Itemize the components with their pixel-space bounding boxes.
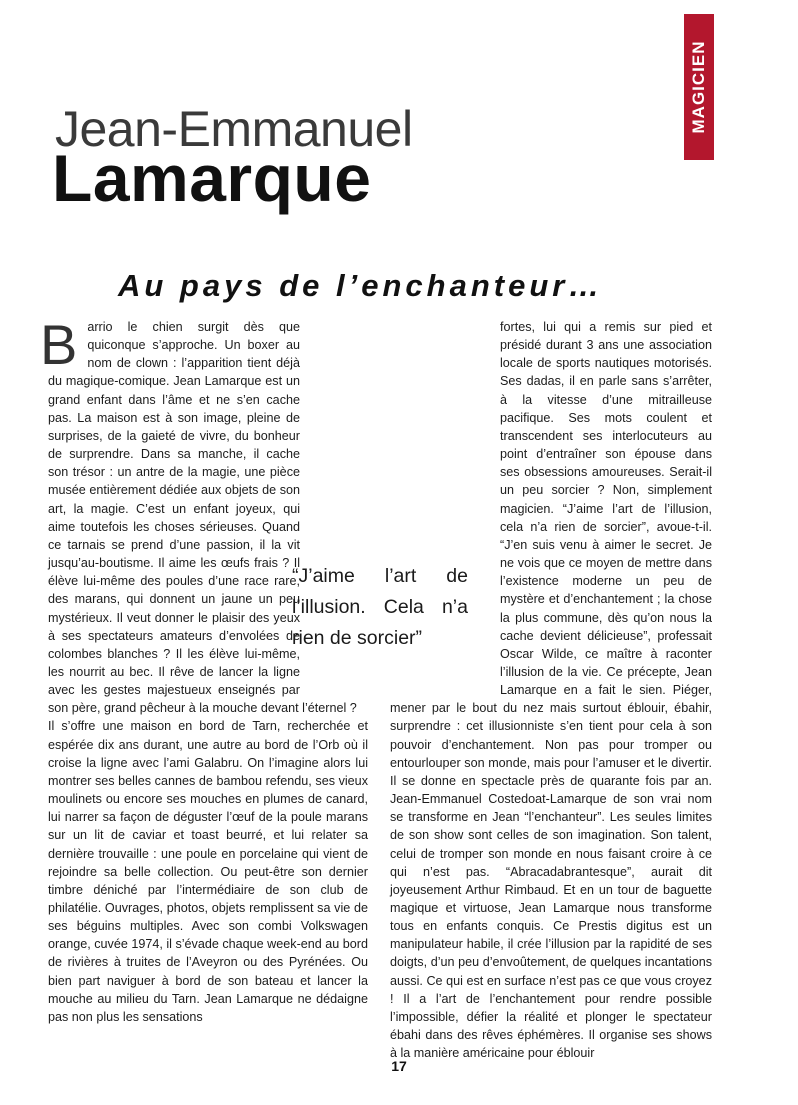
left-column	[40, 313, 368, 1026]
title-last-name: Lamarque	[52, 141, 372, 215]
title-first-name: Jean-Emmanuel	[55, 101, 413, 157]
article-subtitle: Au pays de l’enchanteur…	[118, 268, 604, 303]
pull-quote: “J’aime l’art de l’illusion. Cela n’a rien de sorcier”	[292, 565, 468, 649]
section-tab-label: MAGICIEN	[689, 40, 708, 134]
drop-cap: B	[40, 313, 78, 376]
right-column	[390, 318, 712, 1062]
page-number: 17	[391, 1058, 407, 1074]
left-paragraph-1-text: arrio le chien surgit dès que quiconque s’approche. Un boxer au nom de clown : l’apparition tient déjà du magique-comique. Jean Lamarque est un grand enfant dans l’âme et ne s’en cache pas. La maison est à son image, pleine de surprises, de la gaieté de vivre, du bonheur de surprendre. Dans sa manche, il cache son trésor : un antre de la magie, une pièce musée entièrement dédiée aux objets de son art, la magie. C’est un enfant joyeux, qui aime toutefois les choses sérieuses. Quand ce tarnais se prend d’une passion, il la vit jusqu’au-boutisme. Il aime les œufs frais ? Il élève lui-même des poules d’une race rare, des marans, qui donnent un jaune un peu mystérieux. Il veut donner le plaisir des yeux à ses spectateurs amateurs d’envolées de colombes blanches ? Il les élève lui-même, les nourrit au bec. Il rêve de lancer la ligne avec les gestes majestueux enseignés par son père, grand pêcheur à la mouche devant l’éternel ?	[48, 320, 357, 716]
left-paragraph-2: Il s’offre une maison en bord de Tarn, recherchée et espérée dix ans durant, une autre au bord de l’Orb où il croise la ligne avec l’ami Galabru. On l’imagine alors lui montrer ses belles cannes de bambou refendu, ses vieux moulinets ou encore ses mouches en plumes de canard, lui narrer sa façon de déguster l’œuf de la poule marans sur un lit de caviar et toast beurré, et lui relater sa dernière trouvaille : une poule en porcelaine qui vient de rejoindre sa belle collection. Ou peut-être son dernier timbre déniché par l’intermédiaire de son club de philatélie. Ouvrages, photos, objets remplissent sa vie de ses béguins multiples. Avec son combi Volkswagen orange, cuvée 1974, il s’évade chaque week-end au bord de rivières à truites de l’Aveyron ou des Pyrénées. Ou bien part naviguer à bord de son bateau et lancer la mouche au milieu du Tarn. Jean Lamarque ne dédaigne pas non plus les sensations	[48, 719, 368, 1024]
right-paragraph-1: fortes, lui qui a remis sur pied et présidé durant 3 ans une association locale de sports nautiques motorisés. Ses dadas, il en parle sans s’arrêter, à la vitesse d’une mitrailleuse pacifique. Ses mots coulent et transcendent ses interlocuteurs au point d’entraîner son épouse dans ses obsessions amoureuses. Serait-il un peu sorcier ? Non, simplement magicien. “J’aime l’art de l’illusion, cela n’a rien de sorcier”, avoue-t-il. “J’en suis venu à aimer le secret. Je ne vois que ce moyen de mettre dans l’existence moderne un peu de mystère et d’enchantement ; la chose la plus commune, dès qu’on nous la cache devient délicieuse”, professait Oscar Wilde, ce maître à raconter l’illusion de la vie. Ce précepte, Jean Lamarque en a fait le sien. Piéger, mener par le bout du nez mais surtout éblouir, ébahir, surprendre : cet illusionniste s’en tient pour cela à son pouvoir d’enchantement. Non pas pour tromper ou entourlouper son monde, mais pour l’amuser et le divertir. Il se donne en spectacle près de quarante fois par an. Jean-Emmanuel Costedoat-Lamarque de son vrai nom se transforme en Jean “l’enchanteur”. Les seules limites de son show sont celles de son imagination. Son talent, celui de tromper son monde en nous faisant croire à ce qui n’est pas. “Abracadabrantesque”, aurait dit joyeusement Arthur Rimbaud. Et en un tour de baguette magique et virtuose, Jean Lamarque nous transforme tous en enfants conquis. Ce Prestis digitus est un manipulateur habile, il crée l’illusion par la rapidité de ses doigts, d’un peu d’envoûtement, de quelques incantations aussi. Ce qui est en surface n’est pas ce que vous croyez ! Il a l’art de l’enchantement pour rendre possible l’impossible, défier la réalité et plonger le spectateur ébahi dans des rêves éphémères. Il organise ses shows à la manière américaine pour éblouir	[390, 320, 712, 1061]
section-tab	[684, 14, 714, 160]
